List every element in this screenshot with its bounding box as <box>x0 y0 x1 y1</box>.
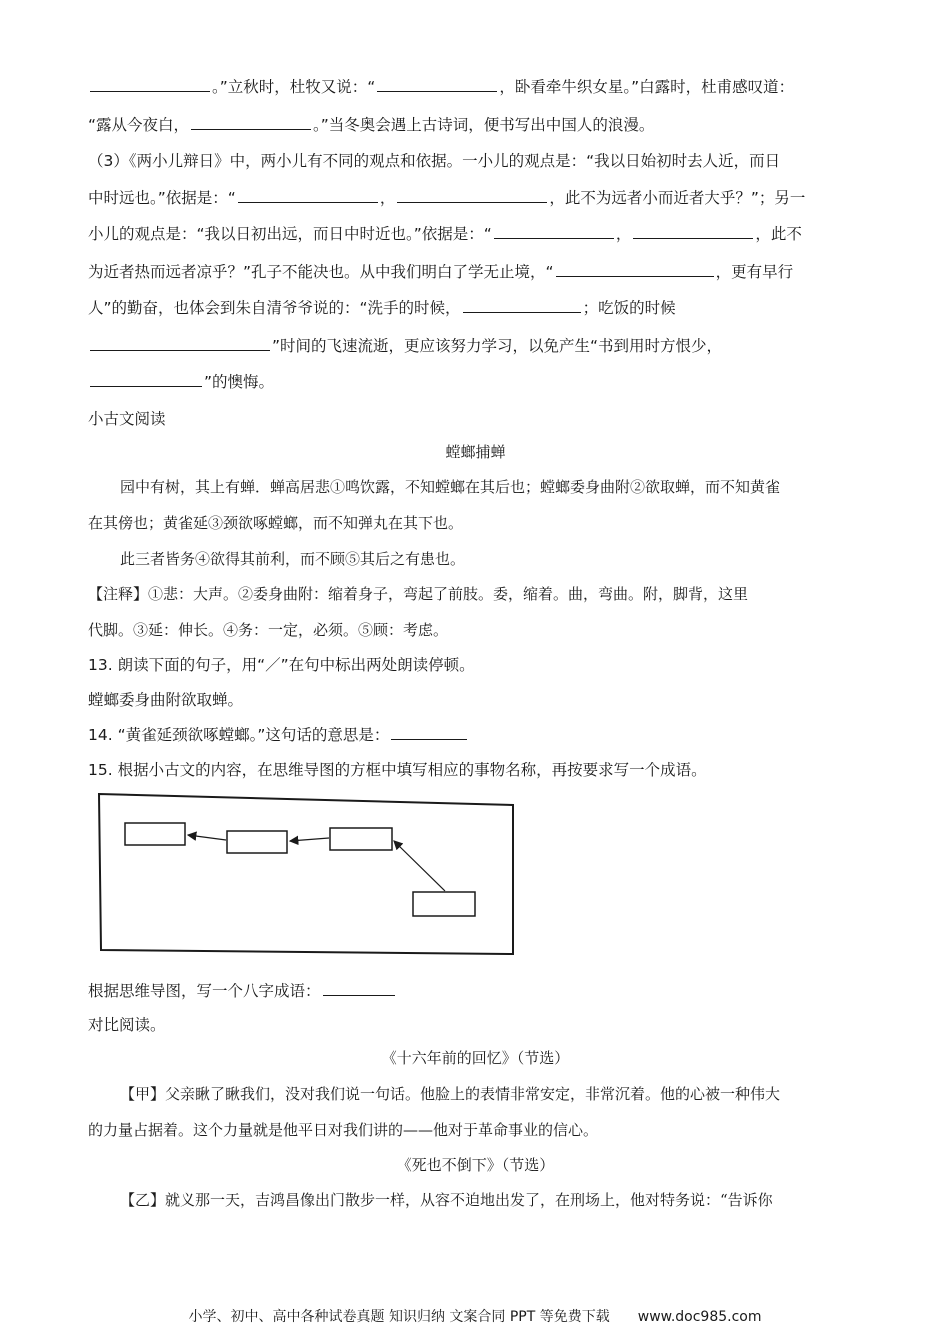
passage-a-line-2: 的力量占据着。这个力量就是他平日对我们讲的——他对于革命事业的信心。 <box>88 1121 599 1139</box>
question-13: 13. 朗读下面的句子，用“／”在句中标出两处朗读停顿。 <box>88 656 475 674</box>
question-15: 15. 根据小古文的内容，在思维导图的方框中填写相应的事物名称，再按要求写一个成语。 <box>88 761 707 779</box>
answer-blank[interactable] <box>323 980 395 996</box>
poetry-line-2: “露从今夜白， 。”当冬奥会遇上古诗词，便书写出中国人的浪漫。 <box>88 116 655 134</box>
footer-slogan: 小学、初中、高中各种试卷真题 知识归纳 文案合同 PPT 等免费下载 <box>188 1309 610 1325</box>
mind-map-arrow-4-to-3 <box>394 841 445 891</box>
question-15-idiom: 根据思维导图，写一个八字成语： <box>88 980 863 1002</box>
mind-map-box-1[interactable] <box>125 823 185 845</box>
section-label-classical: 小古文阅读 <box>88 410 166 428</box>
mind-map-box-4[interactable] <box>413 892 475 916</box>
poetry-line-7: 人”的勤奋，也体会到朱自清爷爷说的：“洗手的时候， ；吃饭的时候 <box>88 299 676 317</box>
mind-map-frame <box>99 794 513 954</box>
section-label-comparison: 对比阅读。 <box>88 1016 166 1034</box>
passage-b-line-1: 【乙】就义那一天，吉鸿昌像出门散步一样，从容不迫地出发了，在刑场上，他对特务说：“告诉你 <box>120 1191 773 1209</box>
poetry-line-9: ”的懊悔。 <box>88 371 863 393</box>
mind-map-box-3[interactable] <box>330 828 392 850</box>
classical-note-a: 【注释】①悲：大声。②委身曲附：缩着身子，弯起了前肢。委，缩着。曲，弯曲。附，脚背，这里 <box>88 585 749 603</box>
poetry-line-3: （3）《两小儿辩日》中，两小儿有不同的观点和依据。一小儿的观点是：“我以日始初时去人近，而日 <box>88 152 781 170</box>
poetry-line-8: ”时间的飞速流逝，更应该努力学习，以免产生“书到用时方恨少， <box>88 335 863 357</box>
classical-paragraph-2: 此三者皆务④欲得其前利，而不顾⑤其后之有患也。 <box>120 550 466 568</box>
poetry-line-5: 小儿的观点是：“我以日初出远，而日中时近也。”依据是：“ ， ，此不 <box>88 225 802 243</box>
question-14: 14. “黄雀延颈欲啄螳螂。”这句话的意思是： <box>88 724 863 746</box>
mind-map-box-2[interactable] <box>227 831 287 853</box>
question-13-sentence: 螳螂委身曲附欲取蝉。 <box>88 691 244 709</box>
page-footer <box>0 1306 950 1326</box>
classical-note-b: 代脚。③延：伸长。④务：一定，必须。⑤顾：考虑。 <box>88 621 449 639</box>
passage-a-title: 《十六年前的回忆》（节选） <box>381 1049 570 1067</box>
mind-map-arrow-3-to-2 <box>290 838 329 841</box>
mind-map-arrow-2-to-1 <box>188 835 226 840</box>
classical-paragraph-1a: 园中有树，其上有蝉．蝉高居悲①鸣饮露，不知螳螂在其后也；螳螂委身曲附②欲取蝉，而不知黄雀 <box>120 478 781 496</box>
poetry-line-6: 为近者热而远者凉乎？”孔子不能决也。从中我们明白了学无止境，“ ，更有早行 <box>88 263 794 281</box>
classical-paragraph-1b: 在其傍也；黄雀延③颈欲啄螳螂，而不知弹丸在其下也。 <box>88 514 464 532</box>
footer-website-link[interactable]: www.doc985.com <box>637 1309 762 1325</box>
classical-title: 螳螂捕蝉 <box>445 443 506 461</box>
passage-b-title: 《死也不倒下》（节选） <box>396 1156 555 1174</box>
poetry-line-1: 。”立秋时，杜牧又说：“ ，卧看牵牛织女星。”白露时，杜甫感叹道： <box>88 76 863 98</box>
poetry-line-4: 中时远也。”依据是：“ ， ，此不为远者小而近者大乎？”；另一 <box>88 189 806 207</box>
passage-a-line-1: 【甲】父亲瞅了瞅我们，没对我们说一句话。他脸上的表情非常安定，非常沉着。他的心被一种伟大 <box>120 1085 781 1103</box>
